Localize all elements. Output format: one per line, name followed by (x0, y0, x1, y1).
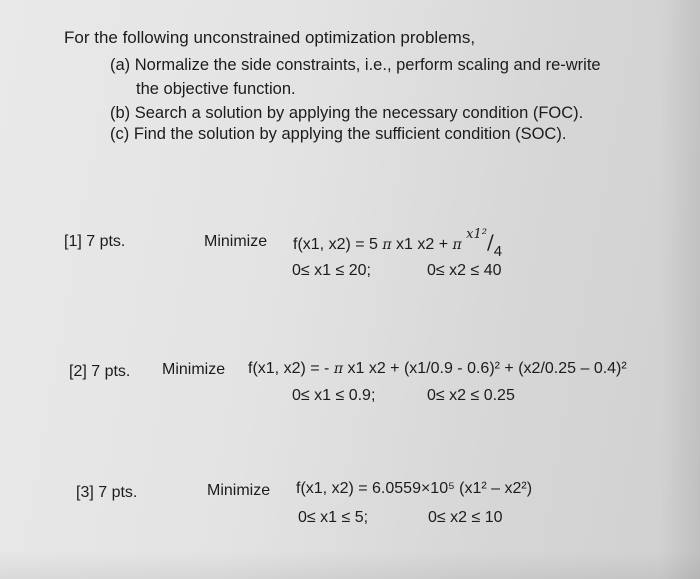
pi-symbol: π (382, 237, 392, 253)
problem-2-objective-lhs: f(x1, x2) = - (248, 360, 330, 377)
problem-2-minimize-label: Minimize (162, 361, 226, 378)
fraction-slash: / (487, 230, 494, 254)
problem-1-objective (293, 227, 503, 260)
problem-3-objective: f(x1, x2) = 6.0559×10⁵ (x1² – x2²) (296, 480, 533, 497)
task-a-continued: the objective function. (136, 80, 296, 98)
problem-2-bound-x1: 0≤ x1 ≤ 0.9; (292, 387, 376, 404)
problem-1-objective-mid: x1 x2 + (396, 236, 449, 253)
problem-3-points: [3] 7 pts. (76, 484, 138, 501)
problem-2-points: [2] 7 pts. (69, 363, 131, 380)
pi-symbol: π (333, 361, 344, 377)
paper-shadow (660, 0, 700, 579)
problem-3-bound-x2: 0≤ x2 ≤ 10 (428, 509, 503, 526)
problem-2-objective-rest: x1 x2 + (x1/0.9 - 0.6)² + (x2/0.25 – 0.4)² (347, 360, 627, 377)
task-a: (a) Normalize the side constraints, i.e., perform scaling and re-write (110, 56, 601, 74)
intro-text: For the following unconstrained optimization problems, (64, 28, 476, 47)
problem-2-bound-x2: 0≤ x2 ≤ 0.25 (427, 387, 515, 404)
problem-1-bound-x2: 0≤ x2 ≤ 40 (427, 262, 502, 279)
paper-shadow-bottom (0, 551, 700, 579)
problem-3-bound-x1: 0≤ x1 ≤ 5; (298, 509, 369, 526)
problem-1-fraction-numerator: x1² (466, 227, 487, 242)
pi-symbol: π (452, 237, 462, 253)
problem-1-bound-x1: 0≤ x1 ≤ 20; (292, 262, 371, 279)
task-c: (c) Find the solution by applying the sufficient condition (SOC). (110, 125, 567, 143)
problem-2-objective (248, 360, 627, 378)
problem-3-minimize-label: Minimize (207, 482, 271, 499)
problem-1-minimize-label: Minimize (204, 233, 268, 250)
problem-1-points: [1] 7 pts. (64, 233, 126, 250)
problem-1-fraction-denominator: 4 (493, 243, 503, 260)
task-b: (b) Search a solution by applying the necessary condition (FOC). (110, 104, 584, 122)
problem-1-objective-lhs: f(x1, x2) = 5 (293, 236, 378, 253)
